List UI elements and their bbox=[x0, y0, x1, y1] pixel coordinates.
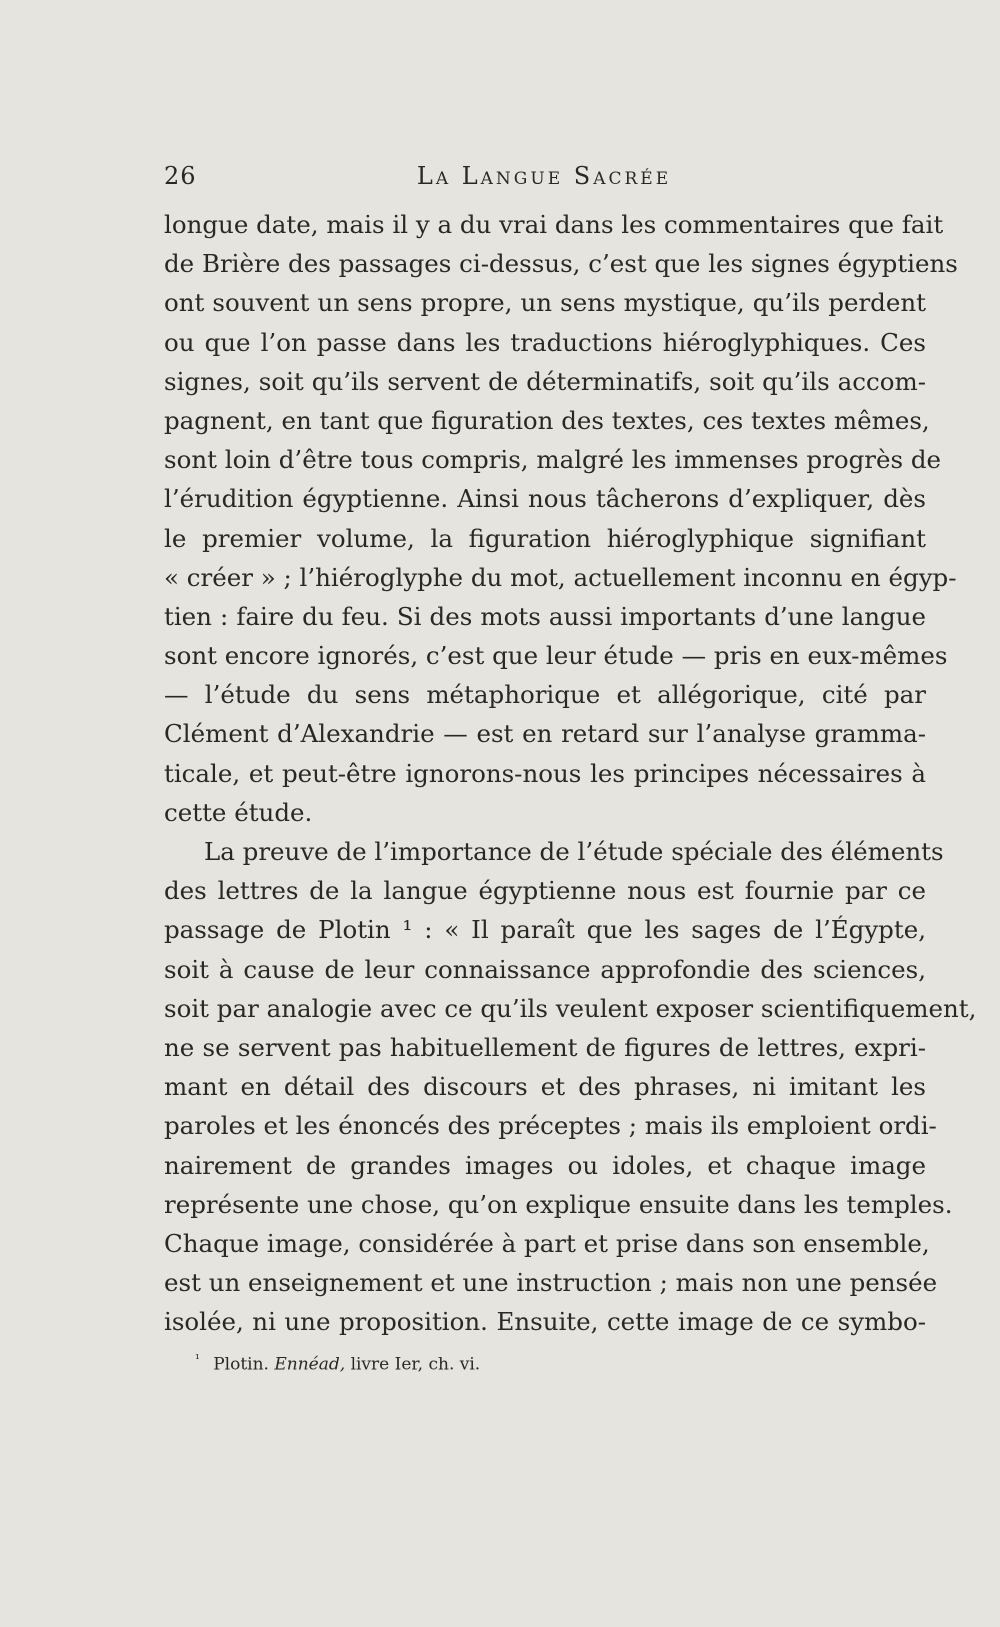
footnote-reference: livre Ier, ch. vi. bbox=[350, 1354, 481, 1375]
text-line: représente une chose, qu’on explique ensuite dans les temples. bbox=[164, 1189, 953, 1219]
page-number: 26 bbox=[164, 162, 197, 190]
text-line: sont loin d’être tous compris, malgré les immenses progrès de bbox=[164, 445, 942, 475]
text-line: soit par analogie avec ce qu’ils veulent exposer scientifiquement, bbox=[164, 993, 977, 1023]
footnote-work-title: Ennéad, bbox=[274, 1354, 346, 1375]
text-line: sont encore ignorés, c’est que leur étude — pris en eux-mêmes bbox=[164, 641, 948, 671]
text-line: paroles et les énoncés des préceptes ; mais ils emploient ordi- bbox=[164, 1111, 937, 1141]
text-line: longue date, mais il y a du vrai dans les commentaires que fait bbox=[164, 210, 944, 239]
text-line: de Brière des passages ci-dessus, c’est que les signes égyptiens bbox=[164, 249, 958, 279]
page-header bbox=[164, 162, 924, 194]
text-line: ou que l’on passe dans les traductions hiéroglyphiques. Ces bbox=[164, 327, 926, 357]
text-line: ne se servent pas habituellement de figures de lettres, expri- bbox=[164, 1032, 926, 1062]
text-line: pagnent, en tant que figuration des textes, ces textes mêmes, bbox=[164, 405, 930, 435]
body-text bbox=[164, 205, 977, 1341]
footnote-author: Plotin. bbox=[213, 1354, 269, 1375]
text-line: cette étude. bbox=[164, 797, 313, 827]
text-line: le premier volume, la figuration hiéroglyphique signifiant bbox=[164, 523, 926, 553]
text-line: mant en détail des discours et des phrases, ni imitant les bbox=[164, 1072, 926, 1102]
text-line: — l’étude du sens métaphorique et allégorique, cité par bbox=[164, 680, 926, 710]
text-line: isolée, ni une proposition. Ensuite, cette image de ce symbo- bbox=[164, 1307, 926, 1337]
running-title: La Langue Sacrée bbox=[416, 162, 672, 190]
footnote bbox=[195, 1352, 480, 1375]
text-line: des lettres de la langue égyptienne nous est fournie par ce bbox=[164, 876, 926, 906]
text-line: Clément d’Alexandrie — est en retard sur l’analyse gramma- bbox=[164, 719, 926, 749]
text-line: ont souvent un sens propre, un sens mystique, qu’ils perdent bbox=[164, 288, 926, 318]
text-line: Chaque image, considérée à part et prise dans son ensemble, bbox=[164, 1228, 930, 1258]
text-line: soit à cause de leur connaissance approfondie des sciences, bbox=[164, 954, 926, 984]
text-line: passage de Plotin ¹ : « Il paraît que les sages de l’Égypte, bbox=[164, 915, 926, 945]
text-line: tien : faire du feu. Si des mots aussi importants d’une langue bbox=[164, 601, 926, 631]
text-line: est un enseignement et une instruction ; mais non une pensée bbox=[164, 1268, 938, 1298]
text-line: nairement de grandes images ou idoles, et chaque image bbox=[164, 1150, 926, 1180]
text-line: signes, soit qu’ils servent de déterminatifs, soit qu’ils accom- bbox=[164, 366, 926, 396]
text-line: l’érudition égyptienne. Ainsi nous tâcherons d’expliquer, dès bbox=[164, 484, 926, 514]
text-line: La preuve de l’importance de l’étude spéciale des éléments bbox=[204, 837, 944, 866]
text-line: « créer » ; l’hiéroglyphe du mot, actuellement inconnu en égyp- bbox=[164, 562, 957, 592]
text-line: ticale, et peut-être ignorons-nous les principes nécessaires à bbox=[164, 758, 926, 788]
footnote-marker: ¹ bbox=[195, 1352, 200, 1366]
